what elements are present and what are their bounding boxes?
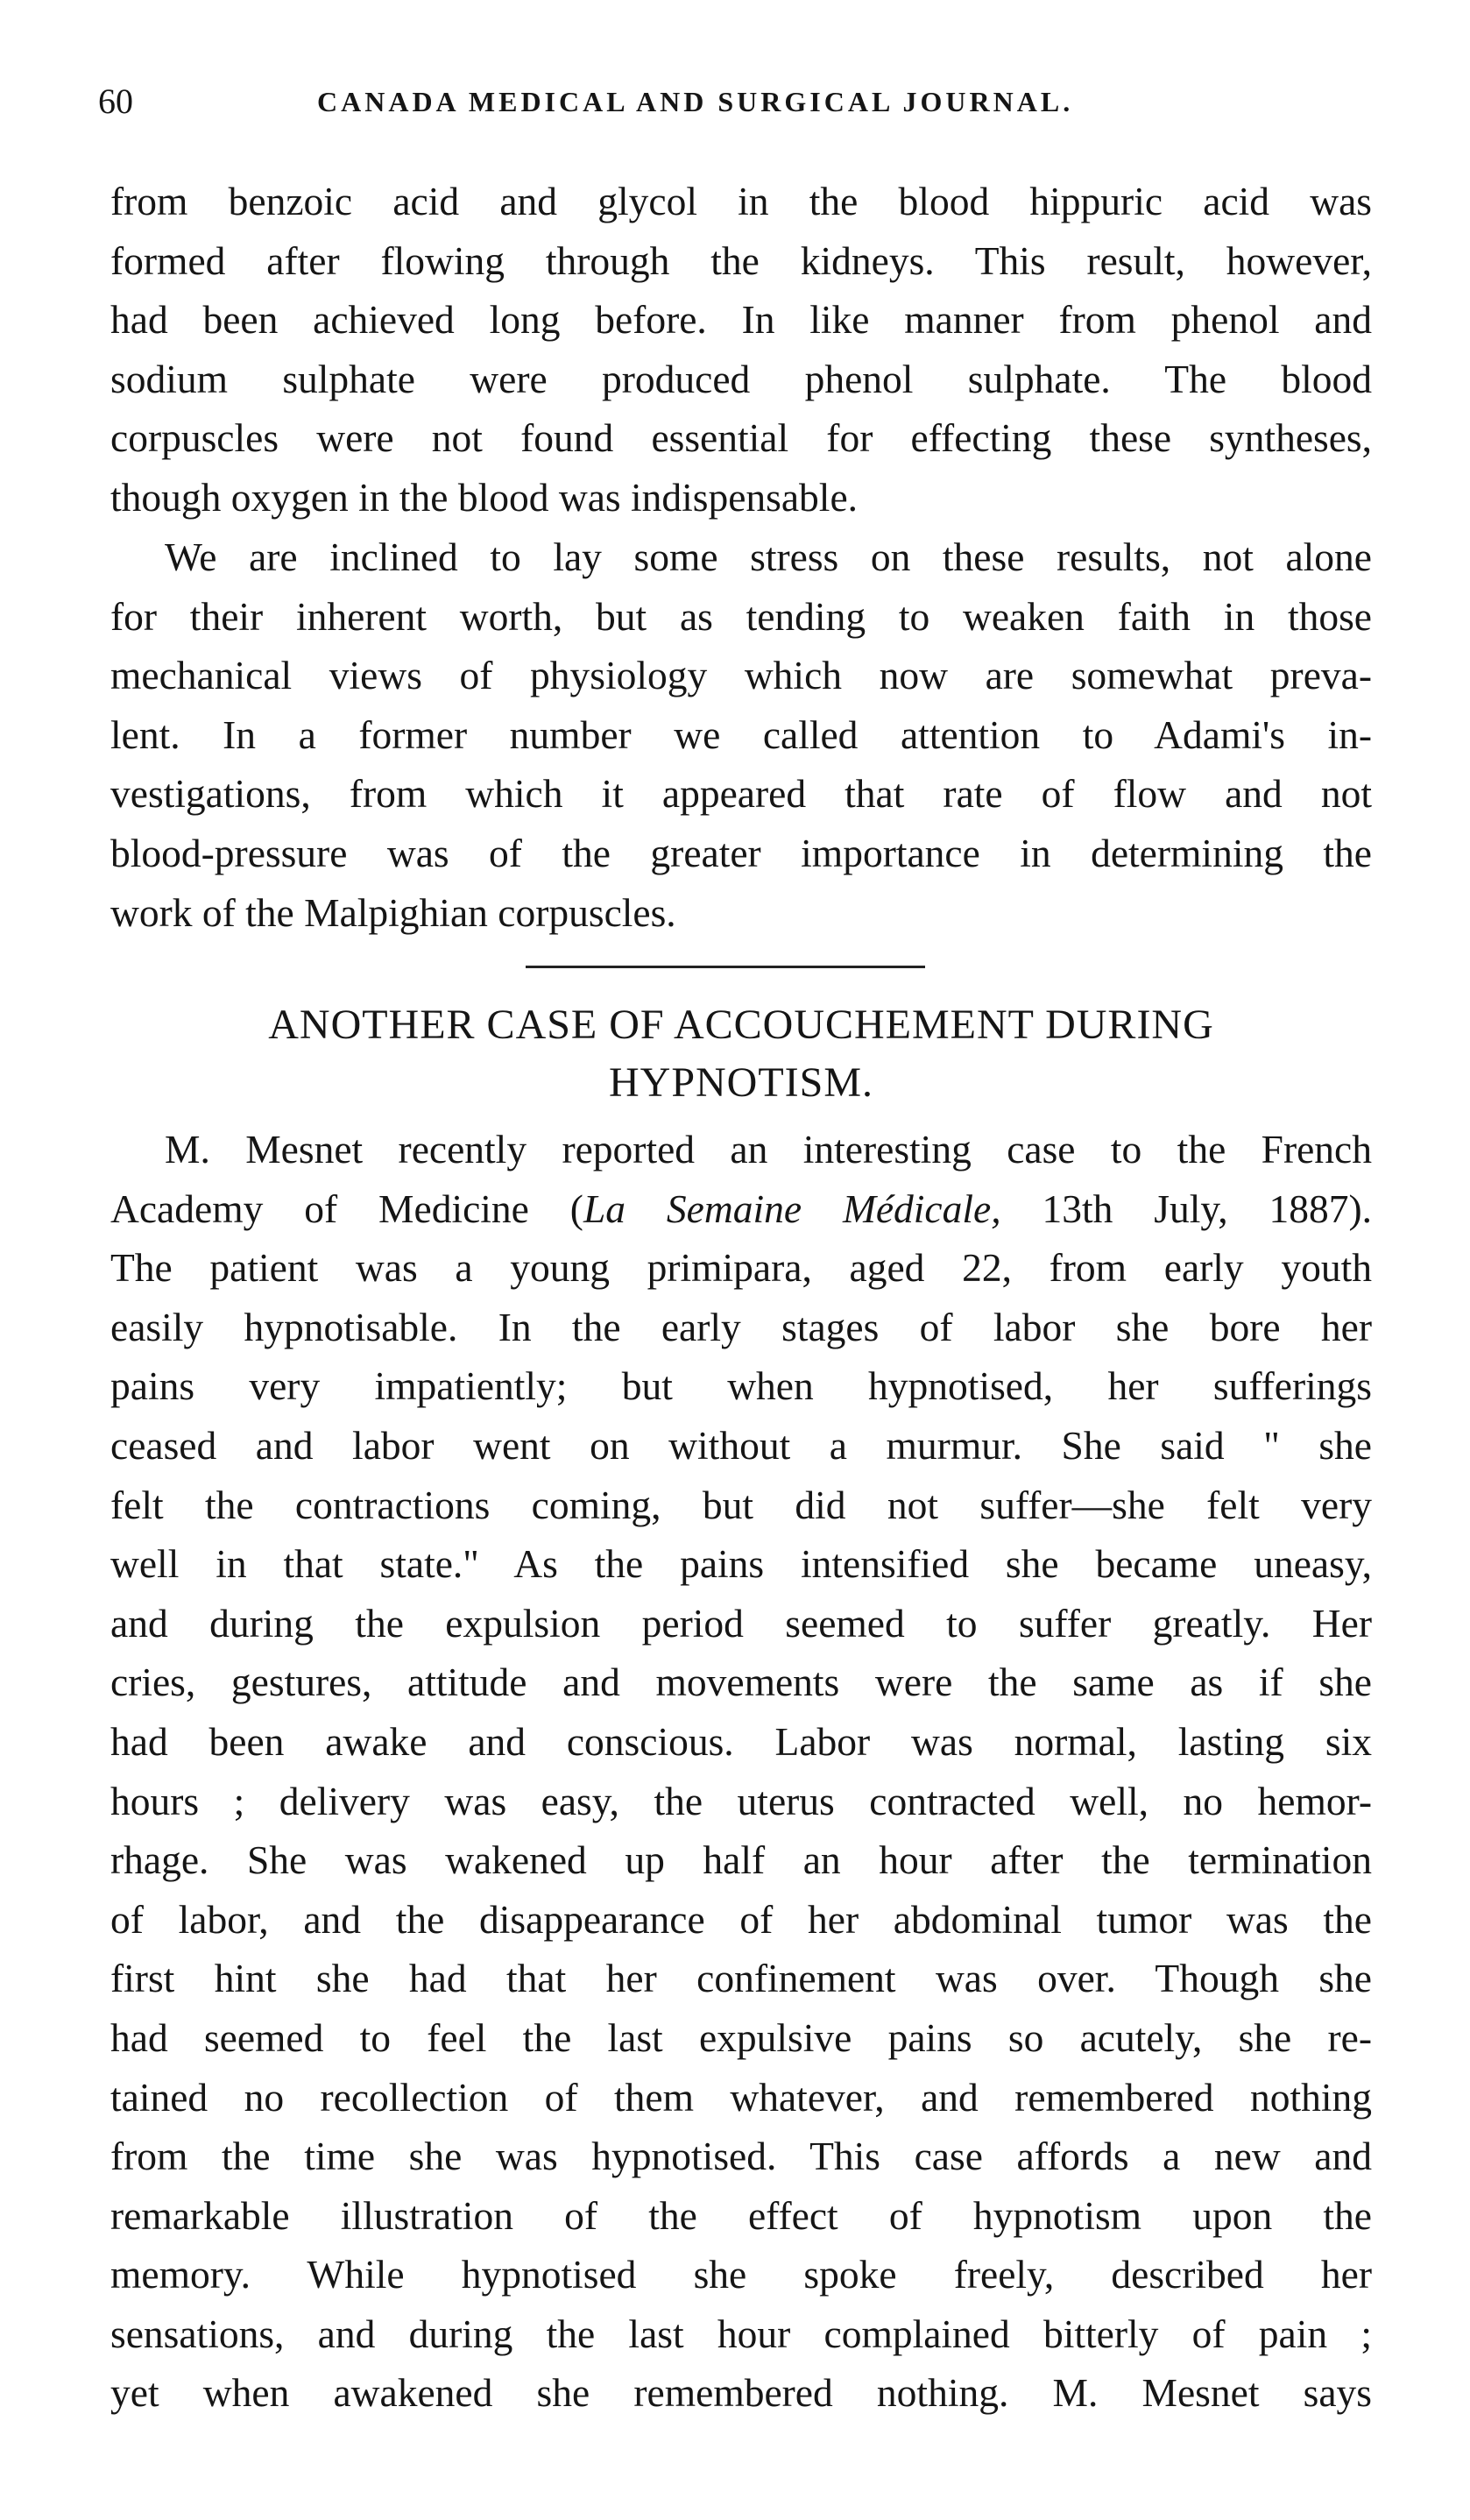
text-line: had been awake and conscious. Labor was normal, lasting six [110,1718,1372,1764]
text-line-with-citation [110,1179,1372,1239]
citation-lead: Academy of Medicine ( [110,1186,583,1231]
text-line: for their inherent worth, but as tending to weaken faith in those [110,593,1372,639]
text-line: M. Mesnet recently reported an interesting case to the French [165,1127,1372,1172]
text-line: memory. While hypnotised she spoke freely, described her [110,2252,1372,2297]
paragraph-blood-synthesis [110,172,1372,527]
section-divider [526,966,925,968]
paragraph-physiology-views [110,527,1372,942]
text-line: vestigations, from which it appeared that rate of flow and not [110,771,1372,817]
text-line: from the time she was hypnotised. This case affords a new and [110,2134,1372,2179]
running-head [98,75,1377,128]
section-heading-line-2: HYPNOTISM. [608,1059,874,1106]
text-line: sensations, and during the last hour complained bitterly of pain ; [110,2311,1372,2356]
text-line: pains very impatiently; but when hypnotised, her sufferings [110,1363,1372,1409]
text-line: well in that state." As the pains intensified she became uneasy, [110,1541,1372,1587]
text-line: mechanical views of physiology which now are somewhat preva- [110,653,1372,698]
text-line: corpuscles were not found essential for effecting these syntheses, [110,415,1372,461]
citation-title: La Semaine Médicale, [583,1186,1001,1231]
text-line: lent. In a former number we called attention to Adami's in- [110,711,1372,757]
section-heading-line-1: ANOTHER CASE OF ACCOUCHEMENT DURING [268,1002,1214,1048]
text-line: We are inclined to lay some stress on these results, not alone [165,534,1372,579]
text-line: work of the Malpighian corpuscles. [110,889,676,935]
text-line: yet when awakened she remembered nothing. M. Mesnet says [110,2370,1372,2416]
text-line: cries, gestures, attitude and movements were the same as if she [110,1660,1372,1705]
page-number: 60 [98,81,133,121]
text-line: The patient was a young primipara, aged 22, from early youth [110,1245,1372,1291]
text-line: rhage. She was wakened up half an hour after the termination [110,1837,1372,1883]
text-line: tained no recollection of them whatever, and remembered nothing [110,2074,1372,2120]
citation-date: 13th July, 1887). [1000,1186,1372,1231]
text-line: had been achieved long before. In like manner from phenol and [110,297,1372,343]
text-line: from benzoic acid and glycol in the blood hippuric acid was [110,179,1372,223]
text-line: felt the contractions coming, but did not suffer—she felt very [110,1482,1372,1527]
text-line: and during the expulsion period seemed to suffer greatly. Her [110,1600,1372,1646]
text-line: sodium sulphate were produced phenol sulphate. The blood [110,356,1372,401]
text-line: first hint she had that her confinement was over. Though she [110,1956,1372,2001]
text-line: easily hypnotisable. In the early stages of labor she bore her [110,1304,1372,1349]
text-line: hours ; delivery was easy, the uterus contracted well, no hemor- [110,1778,1372,1823]
text-line: ceased and labor went on without a murmur. She said " she [110,1422,1372,1468]
text-line: formed after flowing through the kidneys. This result, however, [110,237,1372,283]
journal-title: CANADA MEDICAL AND SURGICAL JOURNAL. [317,86,1074,117]
text-line: blood-pressure was of the greater importance in determining the [110,830,1372,875]
text-line: remarkable illustration of the effect of hypnotism upon the [110,2192,1372,2238]
text-line: had seemed to feel the last expulsive pains so acutely, she re- [110,2014,1372,2060]
text-line: though oxygen in the blood was indispensable. [110,474,859,520]
paragraph-hypnotism-case [110,1120,1372,2423]
text-line: of labor, and the disappearance of her abdominal tumor was the [110,1896,1372,1942]
